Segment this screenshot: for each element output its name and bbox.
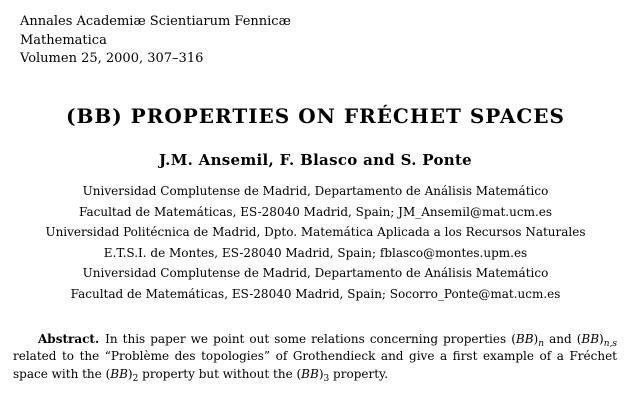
subscript-2: 2	[132, 373, 139, 384]
affiliation-line: Universidad Complutense de Madrid, Departamento de Análisis Matemático	[82, 266, 549, 281]
abstract-text: In this paper we point out some relations concerning properties	[105, 332, 512, 346]
paren-open: (	[105, 366, 111, 381]
paren-open: (	[511, 332, 516, 346]
abstract-text: related to the “Problème des topologies” of Grothendieck and give a first example of a Fréchet space with the	[13, 349, 617, 381]
affiliations-block	[0, 181, 631, 305]
journal-header	[20, 13, 291, 69]
affiliation-line: Universidad Complutense de Madrid, Departamento de Análisis Matemático	[82, 184, 549, 198]
journal-name: Annales Academiæ Scientiarum Fennicæ	[20, 14, 291, 29]
journal-volume-info: Volumen 25, 2000, 307–316	[20, 51, 204, 67]
affiliation-line: Facultad de Matemáticas, ES-28040 Madrid, Spain; JM_Ansemil@mat.ucm.es	[78, 204, 553, 219]
math-bb: BB	[581, 332, 600, 346]
affiliation-line: Facultad de Matemáticas, ES-28040 Madrid, Spain; Socorro_Ponte@mat.ucm.es	[70, 286, 561, 301]
paren-open: (	[296, 366, 302, 381]
math-bb: BB	[301, 366, 319, 381]
math-bb: BB	[515, 332, 534, 346]
authors-line: J.M. Ansemil, F. Blasco and S. Ponte	[158, 151, 473, 169]
subscript-3: 3	[323, 373, 330, 384]
affiliation-line: Universidad Politécnica de Madrid, Dpto. Matemática Aplicada a los Recursos Naturales	[45, 225, 586, 240]
journal-series: Mathematica	[20, 32, 107, 48]
abstract-paragraph	[13, 331, 617, 383]
subscript-ns: n,s	[603, 339, 617, 349]
paper-title: (BB) PROPERTIES ON FRÉCHET SPACES	[65, 104, 565, 128]
subscript-n: n	[538, 339, 545, 349]
paren-close: )	[127, 366, 133, 381]
abstract-label: Abstract.	[38, 332, 100, 346]
math-bb-n	[511, 332, 545, 349]
paren-open: (	[576, 332, 582, 346]
paren-close: )	[599, 332, 604, 346]
paren-close: )	[318, 366, 324, 381]
abstract-text: property but without the	[138, 366, 297, 381]
abstract-text: property.	[329, 366, 389, 381]
math-bb-3	[296, 366, 330, 384]
abstract-text: and	[544, 332, 577, 346]
math-bb-2	[105, 366, 139, 384]
paren-close: )	[533, 332, 539, 346]
math-bb-ns	[576, 332, 617, 349]
affiliation-line: E.T.S.I. de Montes, ES-28040 Madrid, Spain; fblasco@montes.upm.es	[103, 245, 528, 260]
math-bb: BB	[110, 366, 128, 381]
